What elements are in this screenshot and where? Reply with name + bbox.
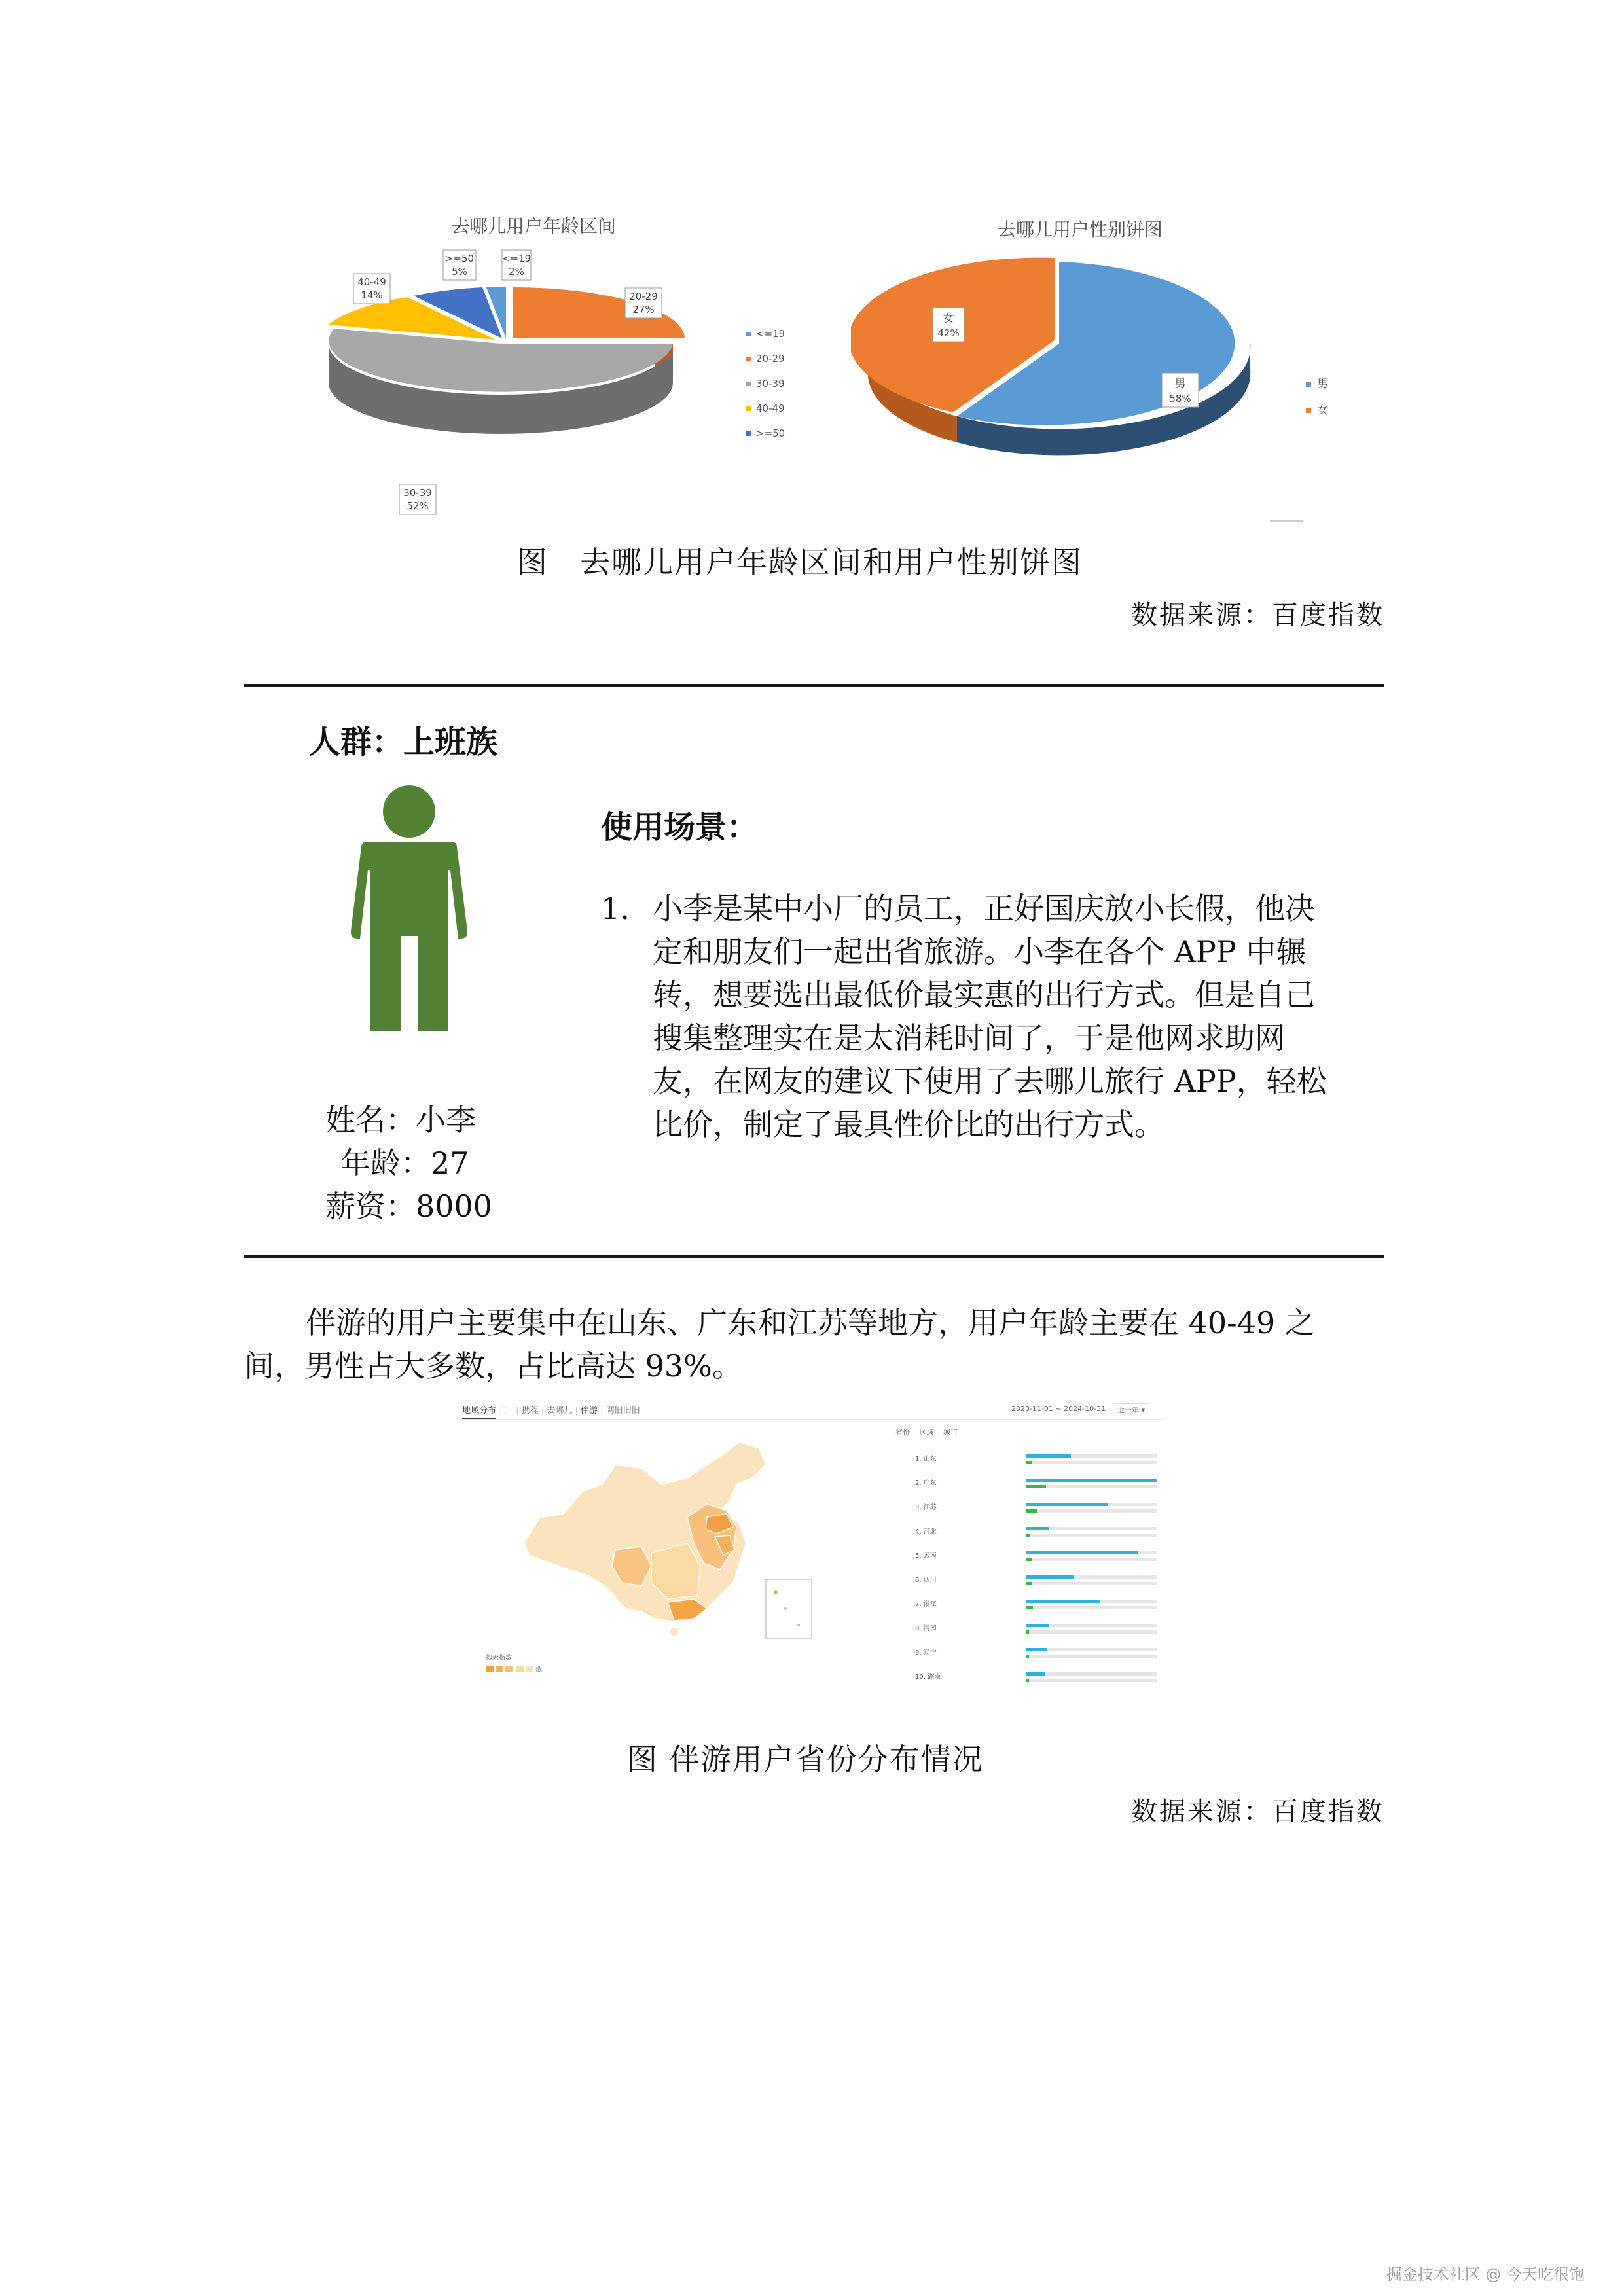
province-label: 8. 河南 bbox=[915, 1625, 937, 1632]
figure-1 bbox=[314, 209, 1362, 537]
search-index-bar bbox=[1026, 1527, 1049, 1530]
china-map bbox=[511, 1439, 877, 1668]
secondary-index-bar bbox=[1026, 1630, 1029, 1634]
gender-legend bbox=[1306, 378, 1328, 417]
secondary-index-bar bbox=[1026, 1582, 1032, 1585]
persona-group: 人群：上班族 bbox=[309, 724, 498, 761]
bar-track bbox=[1026, 1534, 1157, 1537]
age-label-ge50 bbox=[443, 250, 476, 280]
bar-track bbox=[1026, 1558, 1157, 1561]
scenario-line: 比价，制定了最具性价比的出行方式。 bbox=[653, 1107, 1164, 1142]
person-icon bbox=[346, 784, 473, 1033]
bar-track bbox=[1026, 1485, 1157, 1488]
secondary-index-bar bbox=[1026, 1679, 1029, 1682]
province-row bbox=[915, 1549, 1164, 1573]
search-index-bar bbox=[1026, 1551, 1138, 1554]
secondary-index-bar bbox=[1026, 1534, 1030, 1537]
map-screenshot bbox=[458, 1399, 1165, 1713]
subtab-area[interactable]: 区域 bbox=[919, 1428, 934, 1437]
svg-text:27%: 27% bbox=[632, 304, 655, 315]
province-label: 4. 河北 bbox=[915, 1528, 937, 1535]
svg-text:>=50: >=50 bbox=[444, 253, 475, 264]
body-paragraph-line-2: 间，男性占大多数，占比高达 93%。 bbox=[244, 1348, 742, 1384]
bar-track bbox=[1026, 1606, 1157, 1609]
persona-age: 年龄：27 bbox=[340, 1145, 469, 1181]
province-label: 2. 广东 bbox=[915, 1480, 937, 1487]
scenario-title: 使用场景： bbox=[601, 809, 759, 846]
subtab-city[interactable]: 城市 bbox=[943, 1428, 958, 1437]
province-row bbox=[915, 1621, 1164, 1645]
bar-track bbox=[1026, 1461, 1157, 1464]
secondary-index-bar bbox=[1026, 1485, 1046, 1488]
svg-text:<=19: <=19 bbox=[756, 328, 785, 340]
svg-text:20-29: 20-29 bbox=[756, 353, 785, 365]
scenario-item-number: 1. bbox=[601, 891, 630, 926]
province-row bbox=[915, 1573, 1164, 1597]
secondary-index-bar bbox=[1026, 1558, 1032, 1561]
province-row bbox=[915, 1524, 1164, 1549]
search-index-bar bbox=[1026, 1503, 1108, 1506]
svg-text:40-49: 40-49 bbox=[357, 276, 386, 288]
figure-2-source: 数据来源：百度指数 bbox=[1131, 1797, 1384, 1827]
province-label: 7. 浙江 bbox=[915, 1601, 937, 1608]
province-row bbox=[915, 1500, 1164, 1524]
tab-region[interactable]: 地域分布 bbox=[462, 1406, 496, 1420]
figure-2-caption: 图 伴游用户省份分布情况 bbox=[627, 1742, 984, 1777]
figure-1-caption: 图 去哪儿用户年龄区间和用户性别饼图 bbox=[517, 545, 1083, 580]
gender-label-female bbox=[933, 308, 964, 342]
figure-1-source: 数据来源：百度指数 bbox=[1131, 600, 1384, 630]
secondary-index-bar bbox=[1026, 1461, 1032, 1464]
province-row bbox=[915, 1645, 1164, 1670]
date-range[interactable]: 2023-11-01 ~ 2024-10-31 bbox=[1011, 1405, 1106, 1413]
svg-text:14%: 14% bbox=[361, 289, 383, 301]
svg-text:30-39: 30-39 bbox=[403, 487, 432, 499]
province-row bbox=[915, 1597, 1164, 1621]
scenario-line: 友，在网友的建议下使用了去哪儿旅行 APP，轻松 bbox=[653, 1064, 1327, 1099]
svg-text:2%: 2% bbox=[509, 266, 524, 278]
province-label: 10. 湖南 bbox=[915, 1674, 941, 1681]
search-index-bar bbox=[1026, 1479, 1157, 1482]
search-index-bar bbox=[1026, 1575, 1074, 1579]
province-label: 6. 四川 bbox=[915, 1577, 937, 1584]
bar-track bbox=[1026, 1582, 1157, 1585]
svg-text:>=50: >=50 bbox=[756, 427, 785, 439]
svg-text:40-49: 40-49 bbox=[756, 403, 785, 414]
watermark: 掘金技术社区 @ 今天吃很饱 bbox=[1386, 2265, 1585, 2284]
age-label-le19 bbox=[502, 250, 531, 280]
tab-ctrip[interactable]: 携程 bbox=[521, 1406, 539, 1416]
map-tabs: 地域分布 ⓘ | 携程 | 去哪儿 | 伴游 | 网旧旧旧 bbox=[462, 1403, 640, 1416]
search-index-bar bbox=[1026, 1624, 1049, 1627]
svg-text:男: 男 bbox=[1174, 378, 1186, 391]
svg-text:58%: 58% bbox=[1169, 393, 1191, 404]
search-index-bar bbox=[1026, 1454, 1071, 1458]
gender-chart-title: 去哪儿用户性别饼图 bbox=[997, 219, 1163, 240]
gender-label-male bbox=[1162, 373, 1199, 407]
scenario-line: 转，想要选出最低价最实惠的出行方式。但是自己 bbox=[653, 977, 1315, 1013]
persona-name: 姓名：小李 bbox=[325, 1102, 476, 1138]
svg-text:<=19: <=19 bbox=[501, 253, 532, 264]
secondary-index-bar bbox=[1026, 1655, 1029, 1658]
top-rule bbox=[244, 684, 1384, 687]
age-legend bbox=[746, 328, 785, 439]
age-chart-title: 去哪儿用户年龄区间 bbox=[450, 215, 617, 237]
svg-text:男: 男 bbox=[1317, 378, 1328, 391]
bar-track bbox=[1026, 1672, 1157, 1676]
svg-text:42%: 42% bbox=[937, 327, 960, 339]
bottom-rule bbox=[244, 1255, 1384, 1258]
map-legend: 搜索指数 低 bbox=[486, 1655, 542, 1674]
search-index-bar bbox=[1026, 1648, 1047, 1651]
map-inset bbox=[766, 1579, 812, 1638]
search-index-bar bbox=[1026, 1600, 1100, 1603]
map-subtabs bbox=[895, 1427, 958, 1437]
province-row bbox=[915, 1670, 1164, 1694]
province-label: 5. 云南 bbox=[915, 1552, 937, 1560]
secondary-index-bar bbox=[1026, 1509, 1037, 1513]
svg-text:20-29: 20-29 bbox=[629, 291, 658, 302]
persona-salary: 薪资：8000 bbox=[325, 1189, 493, 1224]
gender-pie-chart bbox=[851, 209, 1362, 537]
age-label-20-29 bbox=[625, 288, 662, 318]
svg-text:5%: 5% bbox=[452, 266, 467, 278]
province-row bbox=[915, 1476, 1164, 1500]
province-ranking bbox=[915, 1452, 1164, 1681]
age-label-40-49 bbox=[353, 274, 390, 304]
scenario-item bbox=[653, 887, 1386, 1146]
bar-track bbox=[1026, 1509, 1157, 1513]
province-label: 1. 山东 bbox=[915, 1456, 937, 1463]
svg-text:女: 女 bbox=[1317, 404, 1328, 417]
svg-text:30-39: 30-39 bbox=[756, 378, 785, 389]
subtab-province[interactable]: 省份 bbox=[895, 1428, 910, 1437]
bar-track bbox=[1026, 1655, 1157, 1658]
secondary-index-bar bbox=[1026, 1606, 1033, 1609]
chevron-down-icon: ▾ bbox=[1141, 1406, 1146, 1414]
age-pie-chart bbox=[314, 209, 851, 537]
age-label-30-39 bbox=[399, 484, 436, 514]
province-row bbox=[915, 1452, 1164, 1476]
tab-other[interactable]: 网旧旧旧 bbox=[605, 1406, 640, 1416]
bar-track bbox=[1026, 1679, 1157, 1682]
bar-track bbox=[1026, 1630, 1157, 1634]
province-label: 3. 江苏 bbox=[915, 1504, 937, 1511]
search-index-bar bbox=[1026, 1672, 1045, 1676]
province-label: 9. 辽宁 bbox=[915, 1649, 937, 1657]
tab-banyou[interactable]: 伴游 bbox=[581, 1406, 598, 1416]
svg-text:女: 女 bbox=[943, 312, 954, 325]
body-paragraph-line-1: 伴游的用户主要集中在山东、广东和江苏等地方，用户年龄主要在 40-49 之 bbox=[306, 1305, 1315, 1340]
scenario-line: 小李是某中小厂的员工，正好国庆放小长假，他决 bbox=[653, 891, 1315, 926]
scenario-line: 定和朋友们一起出省旅游。小李在各个 APP 中辗 bbox=[653, 934, 1307, 969]
tab-qunar[interactable]: 去哪儿 bbox=[547, 1406, 573, 1416]
scenario-line: 搜集整理实在是太消耗时间了，于是他网求助网 bbox=[653, 1020, 1285, 1056]
period-select[interactable]: 近一年 ▾ bbox=[1113, 1403, 1149, 1416]
svg-text:52%: 52% bbox=[406, 500, 429, 512]
